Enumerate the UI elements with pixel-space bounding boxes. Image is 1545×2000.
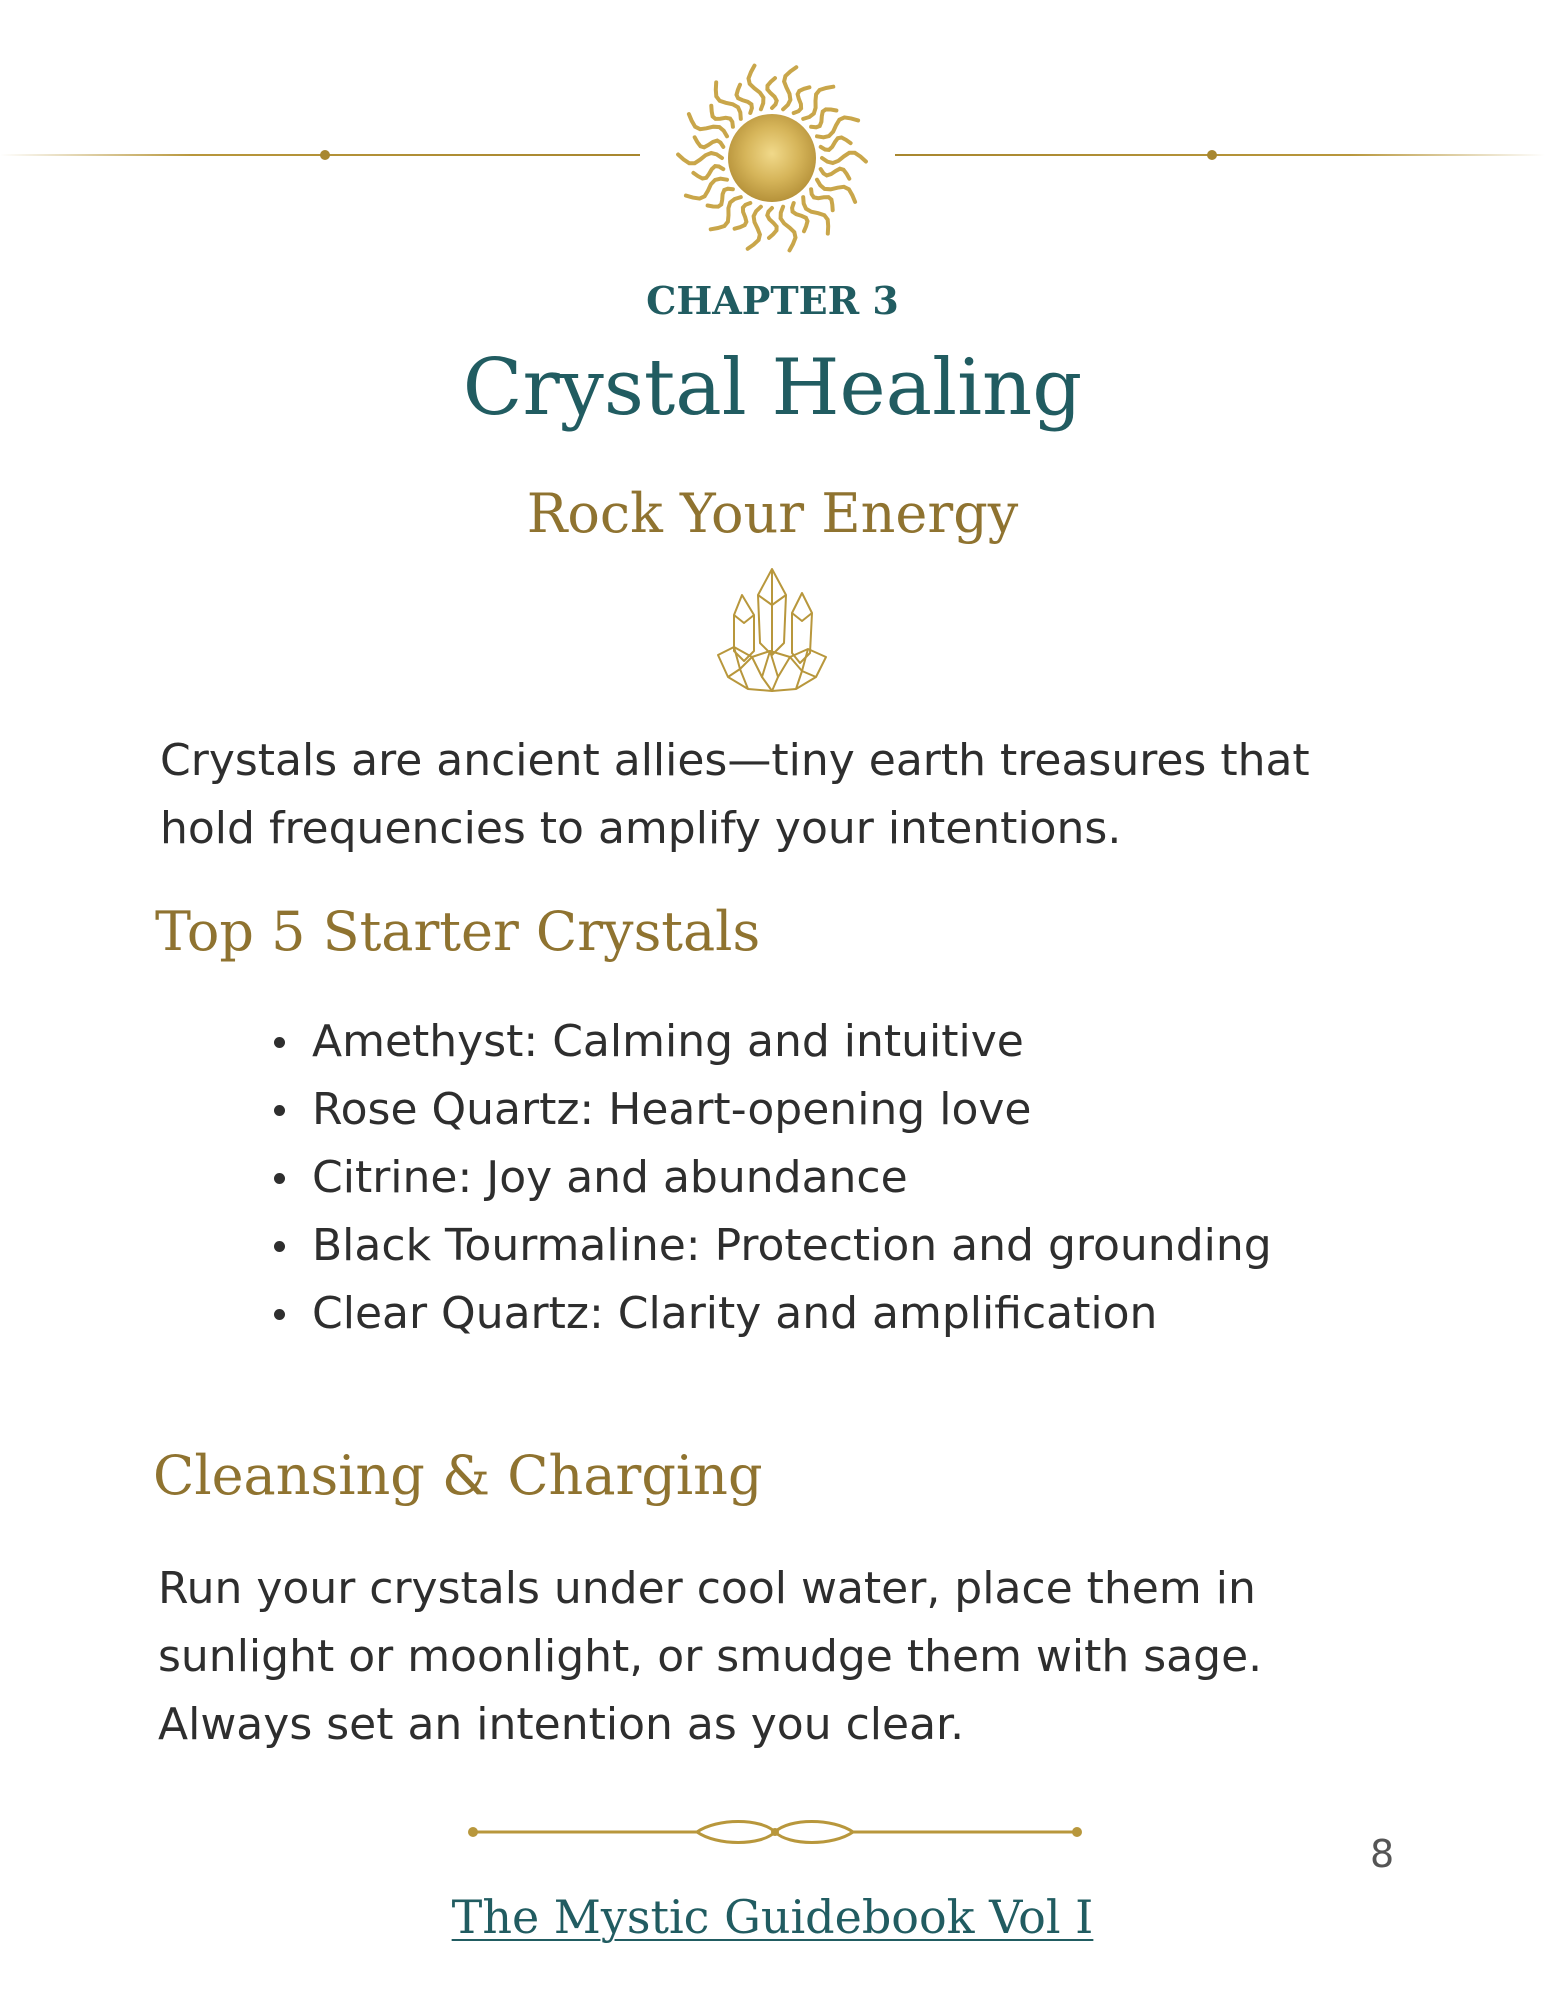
sun-ray <box>711 197 741 229</box>
sun-ray <box>794 87 810 113</box>
chapter-label: CHAPTER 3 <box>646 278 899 323</box>
sun-ray <box>783 67 796 109</box>
chapter-title: Crystal Healing <box>462 343 1083 433</box>
sun-ray <box>821 138 851 150</box>
sun-ornament-icon <box>672 58 872 258</box>
list-item <box>270 1076 1272 1144</box>
intro-paragraph: Crystals are ancient allies—tiny earth treasures that hold frequencies to amplify your intentions. <box>160 735 1310 854</box>
list-item-text: Black Tourmaline: Protection and grounding <box>312 1220 1272 1271</box>
bullet-icon <box>274 1309 285 1320</box>
sun-ray <box>803 87 833 119</box>
cleansing-heading: Cleansing & Charging <box>153 1444 763 1507</box>
list-item-text: Clear Quartz: Clarity and amplification <box>312 1288 1158 1339</box>
sun-ray <box>748 207 761 249</box>
starter-crystals-heading: Top 5 Starter Crystals <box>155 900 761 963</box>
sun-ray <box>767 78 776 108</box>
sun-ray <box>767 208 776 238</box>
list-item <box>270 1144 1272 1212</box>
cleansing-paragraph: Run your crystals under cool water, place them in sunlight or moonlight, or smudge them with sage. Always set an intention as you clear. <box>158 1563 1263 1750</box>
sun-ray <box>821 169 850 179</box>
sun-ray <box>735 203 751 229</box>
bullet-icon <box>274 1173 285 1184</box>
sun-ray <box>693 166 723 178</box>
top-right-rule-dot <box>1207 150 1217 160</box>
list-item <box>270 1280 1272 1348</box>
sun-ray <box>711 106 733 127</box>
bullet-icon <box>274 1105 285 1116</box>
list-item <box>270 1212 1272 1280</box>
chapter-subtitle: Rock Your Energy <box>526 482 1019 545</box>
top-right-rule <box>895 154 1545 156</box>
sun-ray <box>695 137 724 147</box>
list-item-text: Citrine: Joy and abundance <box>312 1152 908 1203</box>
sun-ray <box>811 189 833 210</box>
guidebook-title-link[interactable]: The Mystic Guidebook Vol I <box>451 1890 1094 1944</box>
sun-ray <box>822 153 866 163</box>
starter-crystals-list <box>270 1008 1272 1348</box>
top-left-rule-dot <box>320 150 330 160</box>
bullet-icon <box>274 1241 285 1252</box>
page-number: 8 <box>1370 1832 1395 1876</box>
list-item-text: Rose Quartz: Heart-opening love <box>312 1084 1032 1135</box>
list-item-text: Amethyst: Calming and intuitive <box>312 1016 1024 1067</box>
list-item <box>270 1008 1272 1076</box>
crystal-cluster-icon <box>712 565 832 693</box>
sun-ray <box>678 153 722 163</box>
bullet-icon <box>274 1037 285 1048</box>
footer-divider-ornament <box>465 1812 1085 1852</box>
